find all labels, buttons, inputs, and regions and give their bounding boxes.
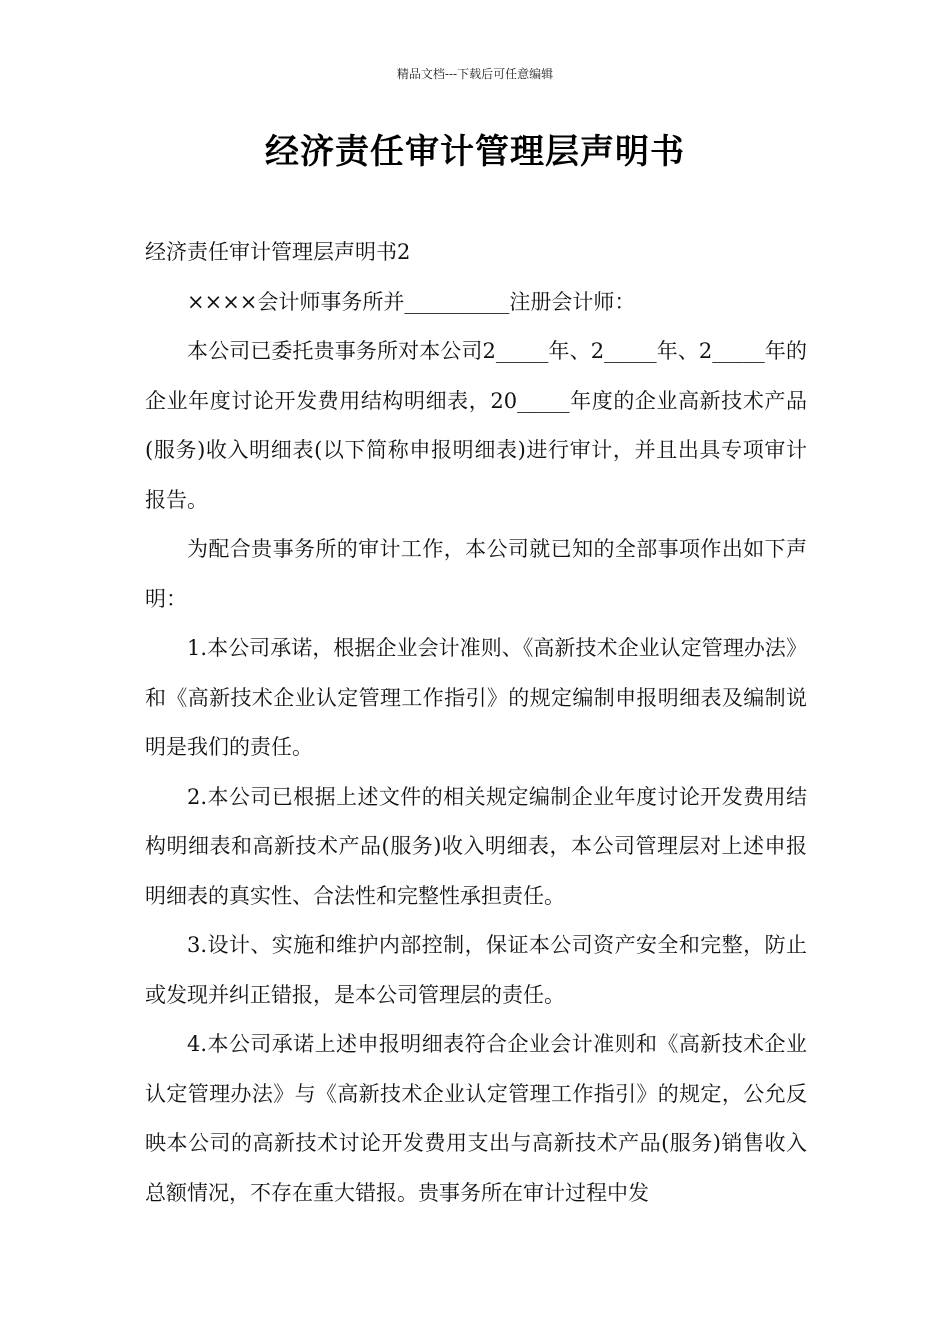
paragraph-engagement: 本公司已委托贵事务所对本公司2_____年、2_____年、2_____年的企业年度讨论开发费用结构明细表，20_____年度的企业高新技术产品(服务)收入明细表(以下简称申报明细表)进行审计，并且出具专项审计报告。 — [145, 339, 807, 512]
paragraph-item-3: 3.设计、实施和维护内部控制，保证本公司资产安全和完整，防止或发现并纠正错报，是本公司管理层的责任。 — [145, 933, 807, 1007]
paragraph-item-4: 4.本公司承诺上述申报明细表符合企业会计准则和《高新技术企业认定管理办法》与《高新技术企业认定管理工作指引》的规定，公允反映本公司的高新技术讨论开发费用支出与高新技术产品(服务)销售收入总额情况，不存在重大错报。贵事务所在审计过程中发 — [145, 1032, 807, 1205]
paragraph-item-2: 2.本公司已根据上述文件的相关规定编制企业年度讨论开发费用结构明细表和高新技术产品(服务)收入明细表，本公司管理层对上述申报明细表的真实性、合法性和完整性承担责任。 — [145, 784, 807, 908]
header-note: 精品文档---下载后可任意编辑 — [396, 67, 554, 81]
document-title: 经济责任审计管理层声明书 — [265, 132, 685, 172]
document-body — [145, 228, 807, 1218]
paragraph-subtitle: 经济责任审计管理层声明书2 — [145, 240, 411, 264]
paragraph-salutation: ××××会计师事务所并__________注册会计师： — [187, 289, 636, 314]
paragraph-item-1: 1.本公司承诺，根据企业会计准则、《高新技术企业认定管理办法》和《高新技术企业认定管理工作指引》的规定编制申报明细表及编制说明是我们的责任。 — [145, 636, 807, 759]
paragraph-intro: 为配合贵事务所的审计工作，本公司就已知的全部事项作出如下声明： — [145, 537, 807, 611]
